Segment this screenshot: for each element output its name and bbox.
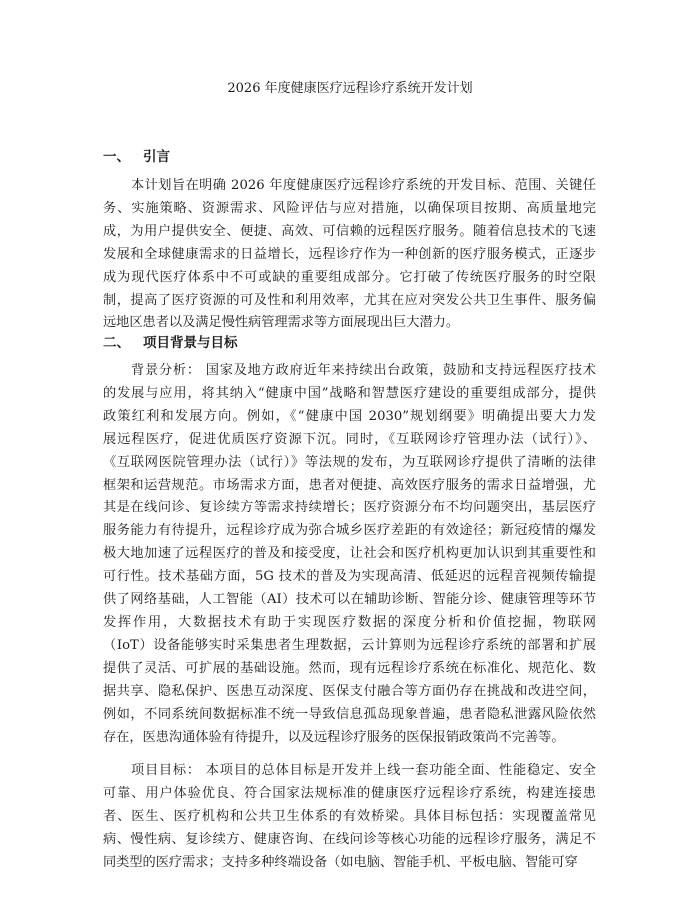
- background-analysis-paragraph: [103, 360, 596, 749]
- paragraph-line: 务、实施策略、资源需求、风险评估与应对措施，以确保项目按期、高质量地完: [103, 200, 596, 216]
- section-title: 项目背景与目标: [143, 335, 238, 351]
- paragraph-line: 病、慢性病、复诊续方、健康咨询、在线问诊等核心功能的远程诊疗服务，满足不: [103, 831, 596, 847]
- paragraph-line: 同类型的医疗需求；支持多种终端设备（如电脑、智能手机、平板电脑、智能可穿: [103, 854, 578, 870]
- project-goals-paragraph: [103, 760, 596, 875]
- paragraph-line: 者、医生、医疗机构和公共卫生体系的有效桥梁。具体目标包括：实现覆盖常见: [103, 808, 596, 824]
- paragraph-line: 可行性。技术基础方面，5G 技术的普及为实现高清、低延迟的远程音视频传输提: [103, 569, 596, 585]
- section-number: 一、: [103, 149, 130, 165]
- paragraph-line: 例如，不同系统间数据标准不统一导致信息孤岛现象普遍，患者隐私泄露风险依然: [103, 706, 596, 722]
- paragraph-line: 远地区患者以及满足慢性病管理需求等方面展现出巨大潜力。: [103, 315, 460, 331]
- section-title: 引言: [143, 149, 170, 165]
- paragraph-line: 提供了灵活、可扩展的基础设施。然而，现有远程诊疗系统在标准化、规范化、数: [103, 660, 596, 676]
- paragraph-line: 《互联网医院管理办法（试行）》等法规的发布，为互联网诊疗提供了清晰的法律: [103, 454, 596, 470]
- paragraph-line: 服务能力有待提升，远程诊疗成为弥合城乡医疗差距的有效途径；新冠疫情的爆发: [103, 523, 596, 539]
- paragraph-line: 发展和全球健康需求的日益增长，远程诊疗作为一种创新的医疗服务模式，正逐步: [103, 246, 596, 262]
- paragraph-line: 发挥作用，大数据技术有助于实现医疗数据的深度分析和价值挖掘，物联网: [103, 614, 596, 630]
- paragraph-line: 极大地加速了远程医疗的普及和接受度，让社会和医疗机构更加认识到其重要性和: [103, 546, 596, 562]
- paragraph-line: 本计划旨在明确 2026 年度健康医疗远程诊疗系统的开发目标、范围、关键任: [131, 178, 596, 193]
- paragraph-line: 展远程医疗，促进优质医疗资源下沉。同时，《互联网诊疗管理办法（试行）》、: [103, 431, 596, 447]
- section-number: 二、: [103, 335, 130, 351]
- paragraph-line: 项目目标： 本项目的总体目标是开发并上线一套功能全面、性能稳定、安全: [131, 763, 596, 778]
- paragraph-line: 背景分析： 国家及地方政府近年来持续出台政策，鼓励和支持远程医疗技术: [131, 363, 596, 378]
- paragraph-line: 存在，医患沟通体验有待提升，以及远程诊疗服务的医保报销政策尚不完善等。: [103, 729, 565, 745]
- paragraph-line: 可靠、用户体验优良、符合国家法规标准的健康医疗远程诊疗系统，构建连接患: [103, 785, 596, 801]
- paragraph-line: 成，为用户提供安全、便捷、高效、可信赖的远程医疗服务。随着信息技术的飞速: [103, 223, 596, 239]
- paragraph-line: 制，提高了医疗资源的可及性和利用效率，尤其在应对突发公共卫生事件、服务偏: [103, 292, 596, 308]
- paragraph-line: 政策红利和发展方向。例如，《“健康中国 2030”规划纲要》明确提出要大力发: [103, 408, 596, 424]
- paragraph-line: 成为现代医疗体系中不可或缺的重要组成部分。它打破了传统医疗服务的时空限: [103, 269, 596, 285]
- paragraph-line: 框架和运营规范。市场需求方面，患者对便捷、高效医疗服务的需求日益增强，尤: [103, 477, 596, 493]
- paragraph-line: （IoT）设备能够实时采集患者生理数据，云计算则为远程诊疗系统的部署和扩展: [103, 637, 596, 653]
- paragraph-line: 供了网络基础，人工智能（AI）技术可以在辅助诊断、智能分诊、健康管理等环节: [103, 592, 596, 608]
- section-heading-background-goals: [103, 333, 238, 353]
- paragraph-line: 其是在线问诊、复诊续方等需求持续增长；医疗资源分布不均问题突出，基层医疗: [103, 500, 596, 516]
- paragraph-line: 的发展与应用，将其纳入“健康中国”战略和智慧医疗建设的重要组成部分，提供: [103, 385, 596, 401]
- section-heading-introduction: [103, 147, 170, 167]
- document-title: 2026 年度健康医疗远程诊疗系统开发计划: [227, 81, 473, 96]
- introduction-paragraph: [103, 175, 596, 335]
- paragraph-line: 据共享、隐私保护、医患互动深度、医保支付融合等方面仍存在挑战和改进空间，: [103, 683, 596, 699]
